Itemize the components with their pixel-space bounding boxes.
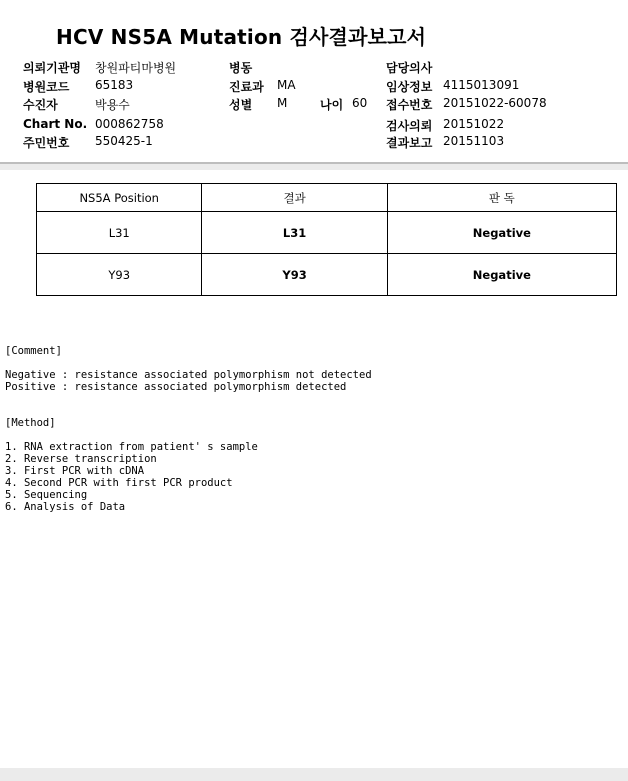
request-org-value: 창원파티마병원: [95, 61, 177, 75]
method-step: 5. Sequencing: [5, 489, 88, 501]
clinical-info-label: 임상정보: [386, 80, 433, 94]
comment-line: Negative : resistance associated polymorphism not detected: [5, 369, 372, 381]
report-header: [0, 0, 628, 164]
position-cell: Y93: [37, 254, 202, 296]
request-date-label: 검사의뢰: [386, 119, 433, 133]
results-header-row: [37, 184, 617, 212]
interpretation-column-header: 판 독: [387, 184, 616, 212]
position-column-header: NS5A Position: [37, 184, 202, 212]
results-table: [36, 183, 617, 296]
department-label: 진료과: [229, 80, 264, 94]
interpretation-cell: Negative: [387, 212, 616, 254]
sex-label: 성별: [229, 98, 253, 112]
report-body: [0, 170, 628, 768]
comment-line: Positive : resistance associated polymorphism detected: [5, 381, 347, 393]
method-heading: [Method]: [5, 417, 56, 429]
report-date-label: 결과보고: [386, 136, 433, 150]
department-value: MA: [277, 78, 296, 92]
patient-label: 수진자: [23, 98, 58, 112]
patient-value: 박용수: [95, 98, 130, 112]
age-label: 나이: [320, 98, 344, 112]
request-date-value: 20151022: [443, 117, 505, 131]
method-step: 4. Second PCR with first PCR product: [5, 477, 233, 489]
ward-label: 병동: [229, 61, 253, 75]
comment-heading: [Comment]: [5, 345, 62, 357]
result-cell: L31: [202, 212, 387, 254]
method-step: 2. Reverse transcription: [5, 453, 157, 465]
method-step: 3. First PCR with cDNA: [5, 465, 145, 477]
receipt-no-label: 접수번호: [386, 98, 433, 112]
interpretation-cell: Negative: [387, 254, 616, 296]
hospital-code-label: 병원코드: [23, 80, 70, 94]
receipt-no-value: 20151022-60078: [443, 96, 547, 110]
result-column-header: 결과: [202, 184, 387, 212]
table-row: [37, 212, 617, 254]
method-step: 6. Analysis of Data: [5, 501, 126, 513]
clinical-info-value: 4115013091: [443, 78, 520, 92]
resident-no-label: 주민번호: [23, 136, 70, 150]
request-org-label: 의뢰기관명: [23, 61, 81, 75]
report-date-value: 20151103: [443, 134, 505, 148]
report-title: HCV NS5A Mutation 검사결과보고서: [56, 25, 427, 49]
method-step: 1. RNA extraction from patient' s sample: [5, 441, 258, 453]
position-cell: L31: [37, 212, 202, 254]
hospital-code-value: 65183: [95, 78, 134, 92]
doctor-label: 담당의사: [386, 61, 433, 75]
table-row: [37, 254, 617, 296]
chart-no-label: Chart No.: [23, 117, 88, 131]
chart-no-value: 000862758: [95, 117, 164, 131]
age-value: 60: [352, 96, 368, 110]
sex-value: M: [277, 96, 288, 110]
resident-no-value: 550425-1: [95, 134, 153, 148]
result-cell: Y93: [202, 254, 387, 296]
